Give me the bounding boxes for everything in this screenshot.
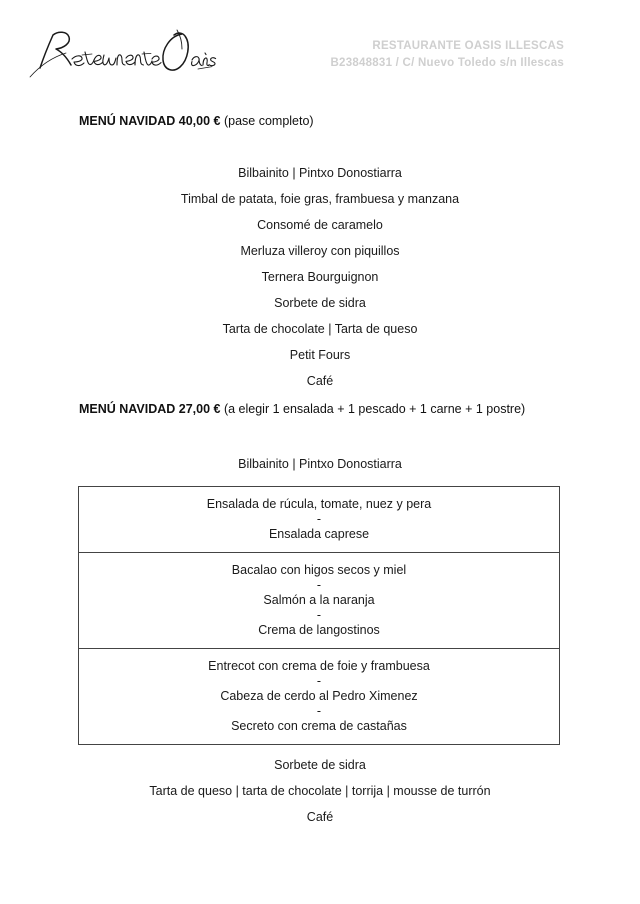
list-item: Café (306, 374, 334, 388)
choice-option: Entrecot con crema de foie y frambuesa (208, 659, 430, 673)
company-details: B23848831 / C/ Nuevo Toledo s/n Illescas (330, 56, 564, 69)
menu-40-heading-title: MENÚ NAVIDAD 40,00 € (79, 114, 221, 128)
menu-section-40 (0, 112, 640, 394)
choice-cell-pescados (79, 553, 560, 649)
choice-option: Secreto con crema de castañas (231, 719, 407, 733)
menu-40-heading-note: (pase completo) (220, 114, 314, 128)
menu-section-27 (0, 400, 640, 830)
list-item: Café (306, 810, 334, 824)
list-item: Timbal de patata, foie gras, frambuesa y manzana (180, 192, 460, 206)
table-row (79, 553, 560, 649)
list-item: Merluza villeroy con piquillos (240, 244, 400, 258)
choice-separator: - (316, 578, 322, 592)
list-item: Consomé de caramelo (257, 218, 383, 232)
choice-cell-carnes (79, 649, 560, 745)
list-item: Sorbete de sidra (274, 296, 366, 310)
restaurante-oasis-logo-icon (22, 22, 222, 86)
choice-separator: - (316, 512, 322, 526)
menu-40-heading (79, 112, 640, 130)
menu-40-course-list (0, 160, 640, 394)
list-item: Bilbainito | Pintxo Donostiarra (238, 166, 402, 180)
document-header (0, 0, 640, 98)
choice-cell-ensaladas (79, 487, 560, 553)
choice-separator: - (316, 674, 322, 688)
choice-separator: - (316, 704, 322, 718)
list-item: Bilbainito | Pintxo Donostiarra (238, 457, 402, 471)
menu-27-heading (79, 400, 640, 418)
choice-option: Bacalao con higos secos y miel (231, 563, 407, 577)
choice-option: Crema de langostinos (258, 623, 380, 637)
menu-27-starter-list (0, 451, 640, 477)
list-item: Tarta de chocolate | Tarta de queso (222, 322, 418, 336)
menu-27-closing-list (0, 752, 640, 830)
list-item: Tarta de queso | tarta de chocolate | torrija | mousse de turrón (149, 784, 491, 798)
list-item: Petit Fours (289, 348, 351, 362)
menu-27-heading-note: (a elegir 1 ensalada + 1 pescado + 1 carne + 1 postre) (220, 402, 526, 416)
list-item: Ternera Bourguignon (261, 270, 379, 284)
company-name: RESTAURANTE OASIS ILLESCAS (372, 40, 564, 52)
menu-27-heading-title: MENÚ NAVIDAD 27,00 € (79, 402, 221, 416)
choice-option: Salmón a la naranja (263, 593, 375, 607)
table-row (79, 649, 560, 745)
choice-option: Ensalada de rúcula, tomate, nuez y pera (206, 497, 432, 511)
choice-option: Ensalada caprese (268, 527, 370, 541)
company-info-block (331, 38, 565, 71)
choice-separator: - (316, 608, 322, 622)
choice-option: Cabeza de cerdo al Pedro Ximenez (220, 689, 418, 703)
menu-27-choice-table (78, 486, 560, 745)
table-row (79, 487, 560, 553)
list-item: Sorbete de sidra (274, 758, 366, 772)
